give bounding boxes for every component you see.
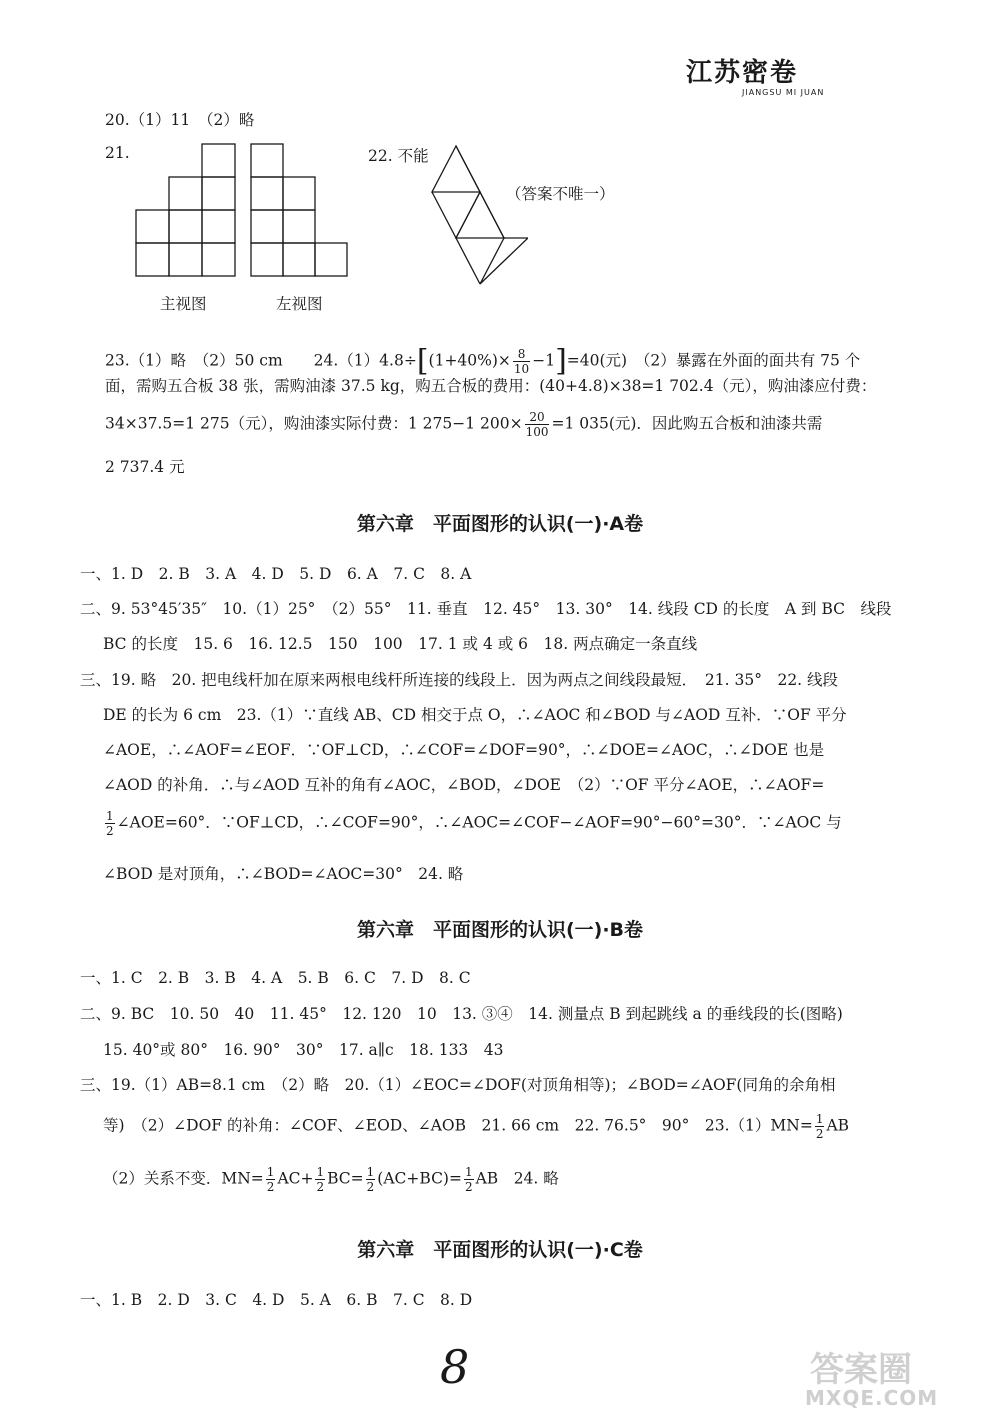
q22-figure xyxy=(428,140,528,290)
q20-answer: 20.（1）11 （2）略 xyxy=(105,111,255,129)
q21-label: 21. xyxy=(105,144,130,162)
section-a-part2-line1: 二、9. 53°45′35″ 10.（1）25° （2）55° 11. 垂直 12. 45° 13. 30° 14. 线段 CD 的长度 A 到 BC 线段 xyxy=(80,600,892,618)
section-a-part3-line6: ∠BOD 是对顶角，∴∠BOD=∠AOC=30° 24. 略 xyxy=(103,865,464,883)
section-b-part3-line3: （2）关系不变．MN= $\frac{1}{2}$ AC+ $\frac{1}{2}$ BC= $\frac{1}{2}$ (AC+BC)= $\frac{1}{2}$ AB 24. 略 xyxy=(103,1165,559,1194)
section-a-part1: 一、1. D 2. B 3. A 4. D 5. D 6. A 7. C 8. A xyxy=(80,565,472,583)
front-view-label: 主视图 xyxy=(160,295,207,313)
section-a-title: 第六章 平面图形的认识(一)·A卷 xyxy=(356,513,644,535)
section-c-title: 第六章 平面图形的认识(一)·C卷 xyxy=(357,1239,643,1261)
q22-answer: 22. 不能 xyxy=(368,147,429,165)
q24-line-2: 面，需购五合板 38 张，需购油漆 37.5 kg，购五合板的费用：(40+4.8)×38=1 702.4（元），购油漆应付费： xyxy=(105,377,877,395)
section-b-title: 第六章 平面图形的认识(一)·B卷 xyxy=(356,919,644,941)
section-a-part3-line4: ∠AOD 的补角．∴与∠AOD 互补的角有∠AOC，∠BOD，∠DOE （2）∵OF 平分∠AOE，∴∠AOF= xyxy=(103,776,825,794)
front-view-figure xyxy=(130,140,240,280)
section-a-part2-line2: BC 的长度 15. 6 16. 12.5 150 100 17. 1 或 4 或 6 18. 两点确定一条直线 xyxy=(103,635,698,653)
brand-subtitle: JIANGSU MI JUAN xyxy=(742,88,825,97)
page-number: 8 xyxy=(440,1340,470,1394)
q24-line-4: 2 737.4 元 xyxy=(105,458,185,476)
section-c-part1: 一、1. B 2. D 3. C 4. D 5. A 6. B 7. C 8. D xyxy=(80,1291,473,1309)
section-a-part3-line1: 三、19. 略 20. 把电线杆加在原来两根电线杆所连接的线段上．因为两点之间线段最短． 21. 35° 22. 线段 xyxy=(80,671,839,689)
brand-title: 江苏密卷 xyxy=(686,58,799,88)
section-b-part3-line2: 等) （2）∠DOF 的补角：∠COF、∠EOD、∠AOB 21. 66 cm 22. 76.5° 90° 23.（1）MN= $\frac{1}{2}$ AB xyxy=(103,1112,850,1141)
q22-note: （答案不唯一） xyxy=(506,185,615,203)
section-b-part2-line1: 二、9. BC 10. 50 40 11. 45° 12. 120 10 13. ③④ 14. 测量点 B 到起跳线 a 的垂线段的长(图略) xyxy=(80,1005,843,1023)
q24-line-3: 34×37.5=1 275（元），购油漆实际付费：1 275−1 200× $\frac{20}{100}$ =1 035(元)．因此购五合板和油漆共需 xyxy=(105,410,823,439)
left-view-figure xyxy=(246,140,356,280)
q23-line-1: 23.（1）略 （2）50 cm 24.（1）4.8÷[(1+40%)× $\frac{8}{10}$ −1]=40(元) （2）暴露在外面的面共有 75 个 xyxy=(105,343,861,379)
section-b-part2-line2: 15. 40°或 80° 16. 90° 30° 17. a∥c 18. 133 43 xyxy=(103,1041,504,1059)
section-a-part3-line2: DE 的长为 6 cm 23.（1）∵直线 AB、CD 相交于点 O，∴∠AOC 和∠BOD 与∠AOD 互补．∵OF 平分 xyxy=(103,706,847,724)
watermark-logo: 答案圈 xyxy=(810,1350,912,1390)
section-b-part3-line1: 三、19.（1）AB=8.1 cm （2）略 20.（1）∠EOC=∠DOF(对顶角相等)；∠BOD=∠AOF(同角的余角相 xyxy=(80,1076,836,1094)
section-b-part1: 一、1. C 2. B 3. B 4. A 5. B 6. C 7. D 8. C xyxy=(80,969,471,987)
section-a-part3-line3: ∠AOE，∴∠AOF=∠EOF．∵OF⊥CD，∴∠COF=∠DOF=90°，∴∠DOE=∠AOC，∴∠DOE 也是 xyxy=(103,741,825,759)
left-view-label: 左视图 xyxy=(276,295,323,313)
watermark-url: MXQE.COM xyxy=(805,1386,939,1410)
section-a-part3-line5: $\frac{1}{2}$ ∠AOE=60°．∵OF⊥CD，∴∠COF=90°，∴∠AOC=∠COF−∠AOF=90°−60°=30°．∵∠AOC 与 xyxy=(106,809,842,838)
